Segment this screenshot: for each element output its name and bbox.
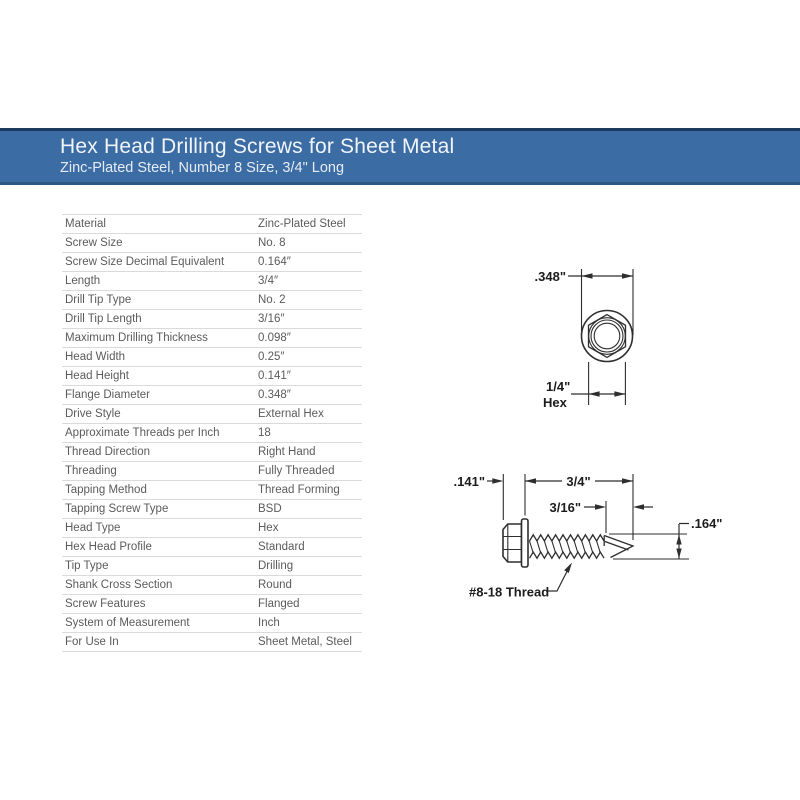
spec-value: 3/16″ [258,313,285,325]
spec-value: 18 [258,427,271,439]
spec-label: Maximum Drilling Thickness [65,332,208,344]
spec-value: Hex [258,522,279,534]
spec-label: Tapping Method [65,484,147,496]
spec-value: No. 2 [258,294,286,306]
spec-label: Shank Cross Section [65,579,173,591]
thread-callout [469,563,572,600]
spec-value: Drilling [258,560,294,572]
spec-value: No. 8 [258,237,286,249]
spec-label: System of Measurement [65,617,190,629]
spec-table-row [62,234,362,253]
spec-label: Threading [65,465,117,477]
spec-table-row [62,386,362,405]
screw-profile [503,519,633,567]
spec-label: Hex Head Profile [65,541,152,553]
spec-table-row [62,557,362,576]
spec-value: Round [258,579,292,591]
major-diameter-label: .164" [691,516,723,531]
spec-table-row [62,595,362,614]
spec-value: 0.348″ [258,389,291,401]
hex-width-label-line2: Hex [543,395,567,410]
flange-diameter-label: .348" [534,269,566,284]
spec-label: Length [65,275,101,287]
tip-length-dimension [550,500,653,533]
spec-value: Thread Forming [258,484,340,496]
spec-value: Inch [258,617,280,629]
spec-label: Drive Style [65,408,121,420]
spec-table-row [62,348,362,367]
page-header [0,128,800,185]
spec-label: Flange Diameter [65,389,151,401]
spec-table-row [62,405,362,424]
page-title: Hex Head Drilling Screws for Sheet Metal [60,135,455,158]
spec-label: For Use In [65,636,119,648]
spec-value: 0.141″ [258,370,291,382]
spec-label: Head Height [65,370,129,382]
spec-value: Standard [258,541,305,553]
spec-label: Drill Tip Type [65,294,132,306]
spec-table-row [62,310,362,329]
spec-label: Head Type [65,522,121,534]
spec-label: Drill Tip Length [65,313,142,325]
spec-label: Screw Features [65,598,146,610]
spec-label: Tapping Screw Type [65,503,169,515]
spec-value: Zinc-Plated Steel [258,218,346,230]
thread-callout-label: #8-18 Thread [469,584,550,600]
spec-value: BSD [258,503,282,515]
spec-table-row [62,367,362,386]
hex-width-label-line1: 1/4" [546,379,571,394]
spec-label: Thread Direction [65,446,151,458]
major-diameter-dimension [609,516,722,559]
spec-label: Tip Type [65,560,109,572]
spec-value: Sheet Metal, Steel [258,636,352,648]
spec-table-row [62,462,362,481]
spec-table-row [62,253,362,272]
hex-head-side [503,524,522,562]
spec-table-row [62,329,362,348]
technical-drawing [430,240,770,620]
spec-value: Flanged [258,598,300,610]
spec-table-row [62,633,362,652]
spec-value: 3/4″ [258,275,279,287]
drill-tip [604,536,633,558]
spec-table-row [62,538,362,557]
spec-value: 0.098″ [258,332,291,344]
spec-table-row [62,481,362,500]
spec-label: Screw Size [65,237,123,249]
spec-table-row [62,519,362,538]
head-height-label: .141" [453,474,485,489]
flange-side [522,519,529,567]
length-label: 3/4" [566,474,591,489]
spec-value: 0.164″ [258,256,291,268]
side-view-drawing [454,474,723,600]
spec-table-row [62,272,362,291]
spec-value: 0.25″ [258,351,285,363]
spec-label: Head Width [65,351,126,363]
hex-width-dimension [543,362,625,410]
spec-label: Approximate Threads per Inch [65,427,220,439]
spec-table-row [62,424,362,443]
spec-table-row [62,614,362,633]
thread-flank-lines [530,541,601,552]
tip-length-label: 3/16" [549,500,581,515]
page-subtitle: Zinc-Plated Steel, Number 8 Size, 3/4" Long [60,160,345,176]
spec-table-row [62,576,362,595]
spec-value: Right Hand [258,446,316,458]
thread-zigzag [530,535,605,558]
spec-label: Material [65,218,106,230]
top-view-drawing [535,269,633,410]
spec-table-row [62,443,362,462]
spec-value: External Hex [258,408,324,420]
spec-label: Screw Size Decimal Equivalent [65,256,225,268]
spec-table-row [62,291,362,310]
spec-table-row [62,500,362,519]
spec-table-row [62,215,362,234]
spec-table [62,214,362,652]
spec-value: Fully Threaded [258,465,335,477]
head-height-dimension [454,474,525,520]
